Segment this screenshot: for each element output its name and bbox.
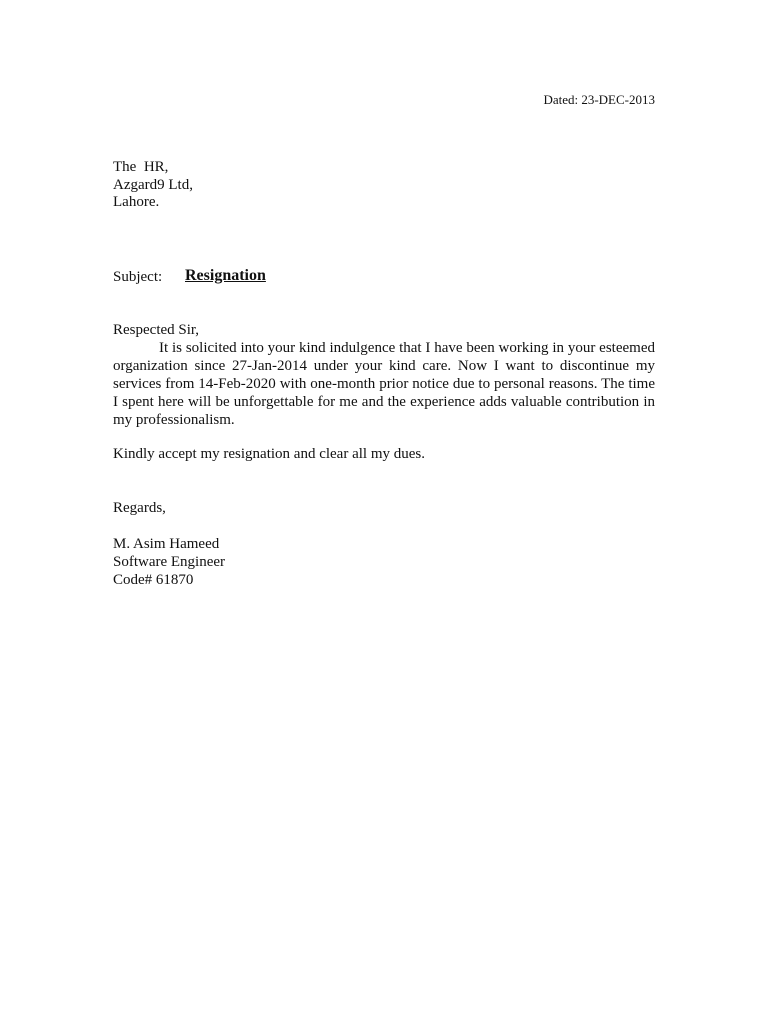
subject-row	[113, 266, 513, 288]
signature-title: Software Engineer	[113, 554, 226, 570]
recipient-line-3: Lahore.	[113, 194, 160, 210]
signature-block	[113, 535, 225, 589]
recipient-address	[113, 159, 193, 212]
salutation: Respected Sir,	[113, 322, 200, 338]
subject-label: Subject:	[113, 269, 163, 285]
body-paragraph: It is solicited into your kind indulgence that I have been working in your esteemed organization since 27-Jan-2014 under your kind care. Now I want to discontinue my services from 14-Feb-2020 with one-month prior notice due to personal reasons. The time I spent here will be unforgettable for me and the experience adds valuable contribution in my professionalism.	[113, 340, 655, 428]
signature-name: M. Asim Hameed	[113, 536, 220, 552]
recipient-line-1: The HR,	[113, 159, 169, 175]
recipient-line-2: Azgard9 Ltd,	[113, 176, 193, 193]
regards: Regards,	[113, 500, 166, 516]
letter-date: Dated: 23-DEC-2013	[543, 92, 655, 107]
signature-code: Code# 61870	[113, 572, 194, 588]
closing-request: Kindly accept my resignation and clear all my dues.	[113, 446, 425, 462]
subject-value: Resignation	[185, 267, 266, 284]
